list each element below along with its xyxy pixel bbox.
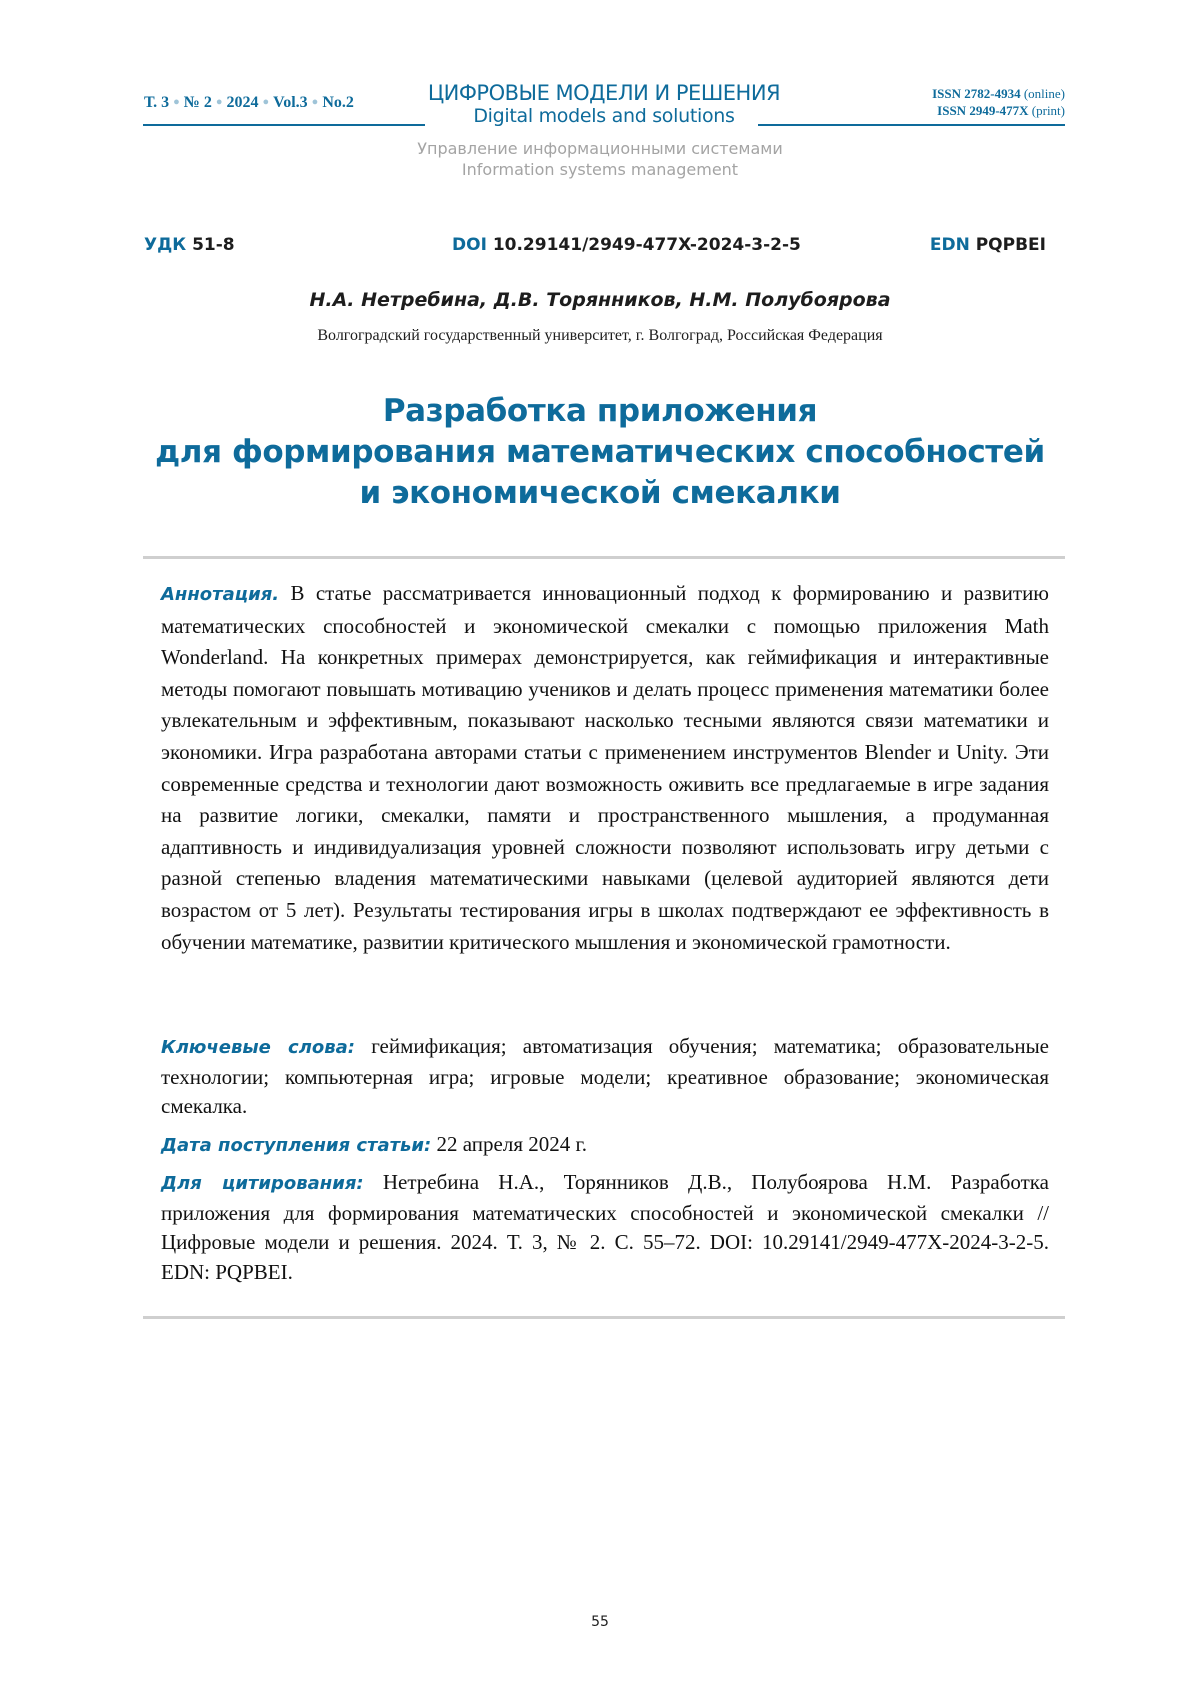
title-line-3: и экономической смекалки: [100, 473, 1100, 514]
citation-text: Нетребина Н.А., Торянников Д.В., Полубоярова Н.М. Разработка приложения для формирования математических способностей и экономической смекалки // Цифровые модели и решения. 2024. Т. 3, № 2. С. 55–72. DOI: 10.29141/2949-477X-2024-3-2-5. EDN: PQPBEI.: [161, 1170, 1049, 1284]
edn-value: PQPBEI: [976, 235, 1046, 255]
divider-bottom: [143, 1316, 1065, 1319]
volume-ru: Т. 3: [144, 94, 169, 111]
citation-label: Для цитирования:: [161, 1173, 364, 1194]
received-label: Дата поступления статьи:: [161, 1135, 431, 1156]
page: [0, 0, 1200, 1697]
issue-info: [144, 94, 354, 112]
udk-label: УДК: [144, 235, 186, 255]
edn: [930, 235, 1046, 255]
issn-print-number: ISSN 2949-477X: [937, 103, 1028, 118]
separator-dot-icon: ●: [216, 96, 223, 108]
section-ru: Управление информационными системами: [350, 139, 850, 158]
issue-ru: № 2: [184, 94, 212, 111]
section-en: Information systems management: [350, 160, 850, 179]
udk-value: 51-8: [192, 235, 235, 255]
header-divider-left: [143, 124, 425, 126]
separator-dot-icon: ●: [262, 96, 269, 108]
separator-dot-icon: ●: [173, 96, 180, 108]
article-title: [100, 391, 1100, 514]
separator-dot-icon: ●: [312, 96, 319, 108]
abstract: [161, 578, 1049, 958]
udk: [144, 235, 235, 255]
title-line-2: для формирования математических способностей: [100, 432, 1100, 473]
keywords: [161, 1032, 1049, 1122]
issn-print: [937, 103, 1065, 119]
issn-online: [932, 86, 1065, 102]
keywords-text: геймификация; автоматизация обучения; математика; образовательные технологии; компьютерная игра; игровые модели; креативное образование; экономическая смекалка.: [161, 1034, 1049, 1118]
year: 2024: [226, 94, 258, 111]
received-text: 22 апреля 2024 г.: [437, 1132, 588, 1156]
abstract-text: В статье рассматривается инновационный подход к формированию и развитию математических способностей и экономической смекалки с помощью приложения Math Wonderland. На конкретных примерах демонстрируется, как геймификация и интерактивные методы помогают повышать мотивацию учеников и делать процесс применения математики более увлекательным и эффективным, показывают насколько тесными являются связи математики и экономики. Игра разработана авторами статьи с применением инструментов Blender и Unity. Эти современные средства и технологии дают возможность оживить все предлагаемые в игре задания на развитие логики, смекалки, памяти и пространственного мышления, а продуманная адаптивность и индивидуализация уровней сложности позволяют использовать игру детьми с разной степенью владения математическими навыками (целевой аудиторией являются дети возрастом от 5 лет). Результаты тестирования игры в школах подтверждают ее эффективность в обучении математике, развитии критического мышления и экономической грамотности.: [161, 581, 1049, 954]
doi: [452, 235, 801, 255]
doi-value[interactable]: 10.29141/2949-477X-2024-3-2-5: [493, 235, 801, 255]
issn-online-type: (online): [1024, 86, 1065, 101]
abstract-label: Аннотация.: [161, 584, 279, 605]
affiliation: Волгоградский государственный университет, г. Волгоград, Российская Федерация: [0, 327, 1200, 345]
title-line-1: Разработка приложения: [100, 391, 1100, 432]
page-number: 55: [0, 1614, 1200, 1630]
authors: Н.А. Нетребина, Д.В. Торянников, Н.М. Полубоярова: [0, 289, 1200, 311]
issn-print-type: (print): [1032, 103, 1065, 118]
journal-title-ru: ЦИФРОВЫЕ МОДЕЛИ И РЕШЕНИЯ: [418, 82, 790, 105]
edn-label: EDN: [930, 235, 970, 255]
received-date: [161, 1130, 1049, 1161]
doi-label: DOI: [452, 235, 487, 255]
issn-online-number: ISSN 2782-4934: [932, 86, 1021, 101]
divider-top: [143, 556, 1065, 559]
keywords-label: Ключевые слова:: [161, 1037, 355, 1058]
citation: [161, 1168, 1049, 1287]
volume-en: Vol.3: [273, 94, 308, 111]
journal-title-en: Digital models and solutions: [418, 105, 790, 127]
issue-en: No.2: [322, 94, 354, 111]
header-divider-right: [758, 124, 1065, 126]
